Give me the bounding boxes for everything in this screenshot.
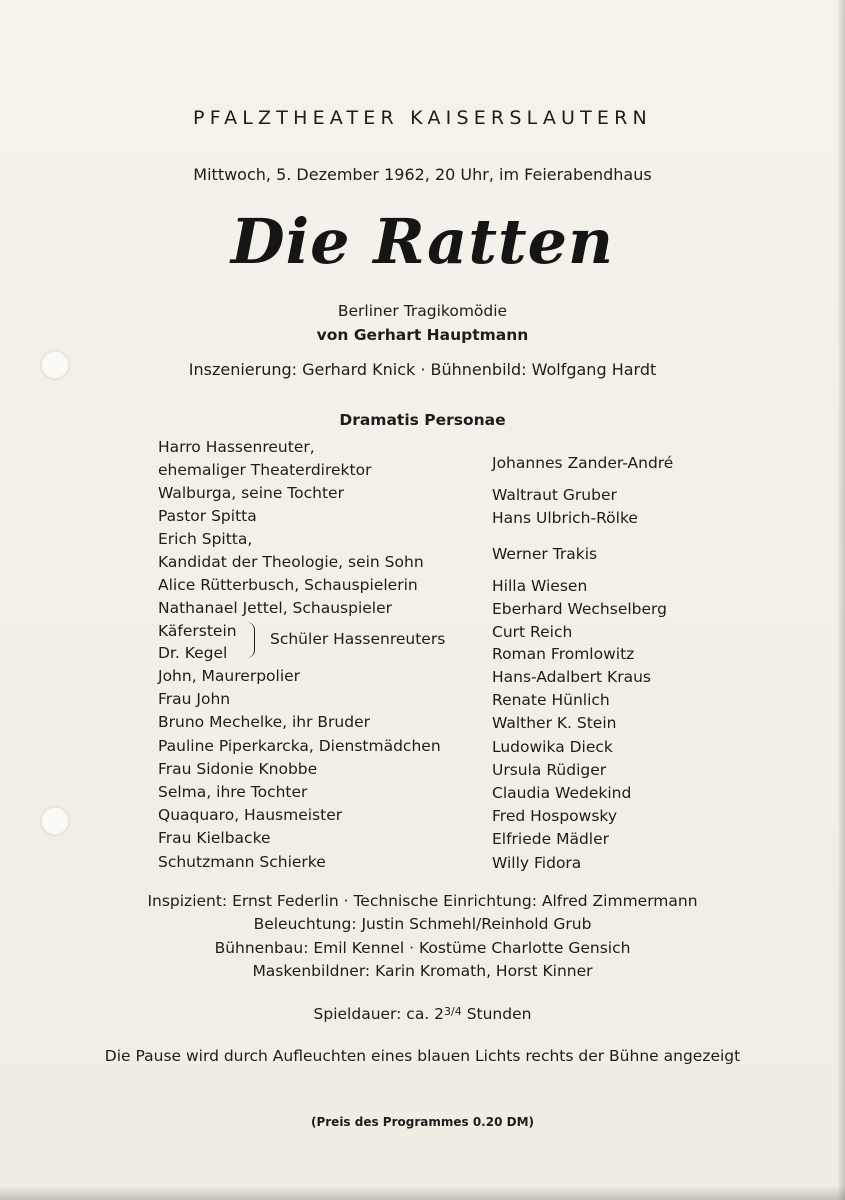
- runtime-unit: Stunden: [466, 1005, 532, 1023]
- role-name: Pauline Piperkarcka, Dienstmädchen: [158, 737, 441, 755]
- program-price: (Preis des Programmes 0.20 DM): [310, 1115, 535, 1129]
- actor-name: Ursula Rüdiger: [492, 761, 607, 779]
- play-title: Die Ratten: [230, 205, 615, 278]
- paper-edge-bottom: [0, 1186, 845, 1200]
- credit-line: Inspizient: Ernst Federlin · Technische Einrichtung: Alfred Zimmermann: [147, 892, 698, 910]
- role-name: ehemaliger Theaterdirektor: [158, 461, 372, 479]
- role-name: Frau John: [158, 690, 231, 708]
- role-name: Alice Rütterbusch, Schauspielerin: [158, 576, 418, 594]
- runtime-fraction: 3/4: [444, 1005, 462, 1018]
- role-name: Kandidat der Theologie, sein Sohn: [158, 553, 424, 571]
- actor-name: Fred Hospowsky: [492, 807, 618, 825]
- punch-hole-bottom: [40, 806, 70, 836]
- actor-name: Walther K. Stein: [492, 714, 617, 732]
- credit-line: Beleuchtung: Justin Schmehl/Reinhold Grub: [253, 915, 592, 933]
- actor-name: Hans Ulbrich-Rölke: [492, 509, 638, 527]
- role-name: Pastor Spitta: [158, 507, 257, 525]
- runtime-label: Spieldauer: ca. 2: [313, 1005, 445, 1023]
- actor-name: Hilla Wiesen: [492, 577, 588, 595]
- actor-name: Renate Hünlich: [492, 691, 610, 709]
- actor-name: Curt Reich: [492, 623, 573, 641]
- role-name: Walburga, seine Tochter: [158, 484, 344, 502]
- credit-line: Bühnenbau: Emil Kennel · Kostüme Charlotte Gensich: [214, 939, 631, 957]
- role-name: Quaquaro, Hausmeister: [158, 806, 343, 824]
- role-name: Bruno Mechelke, ihr Bruder: [158, 713, 370, 731]
- actor-name: Roman Fromlowitz: [492, 645, 635, 663]
- actor-name: Elfriede Mädler: [492, 830, 609, 848]
- play-author: von Gerhart Hauptmann: [316, 326, 529, 344]
- role-name: Frau Sidonie Knobbe: [158, 760, 318, 778]
- theatre-name: PFALZTHEATER KAISERSLAUTERN: [193, 107, 652, 129]
- pupils-note: Schüler Hassenreuters: [270, 630, 446, 648]
- actor-name: Ludowika Dieck: [492, 738, 613, 756]
- actor-name: Waltraut Gruber: [492, 486, 617, 504]
- credit-line: Maskenbildner: Karin Kromath, Horst Kinner: [252, 962, 593, 980]
- role-name: Dr. Kegel: [158, 644, 228, 662]
- role-name: Harro Hassenreuter,: [158, 438, 315, 456]
- role-name: John, Maurerpolier: [158, 667, 301, 685]
- actor-name: Claudia Wedekind: [492, 784, 632, 802]
- actor-name: Hans-Adalbert Kraus: [492, 668, 651, 686]
- staging-credits: Inszenierung: Gerhard Knick · Bühnenbild: Wolfgang Hardt: [188, 360, 657, 379]
- actor-name: Willy Fidora: [492, 854, 582, 872]
- performance-date: Mittwoch, 5. Dezember 1962, 20 Uhr, im Feierabendhaus: [193, 165, 652, 184]
- actor-name: Eberhard Wechselberg: [492, 600, 667, 618]
- dramatis-personae-heading: Dramatis Personae: [339, 411, 506, 429]
- role-name: Nathanael Jettel, Schauspieler: [158, 599, 393, 617]
- brace-mark: [247, 622, 255, 658]
- runtime: [0, 1005, 845, 1023]
- role-name: Frau Kielbacke: [158, 829, 271, 847]
- role-name: Schutzmann Schierke: [158, 853, 326, 871]
- pause-note: Die Pause wird durch Aufleuchten eines blauen Lichts rechts der Bühne angezeigt: [104, 1047, 741, 1065]
- actor-name: Johannes Zander-André: [492, 454, 674, 472]
- play-subtitle: Berliner Tragikomödie: [337, 302, 508, 320]
- role-name: Käferstein: [158, 622, 237, 640]
- role-name: Selma, ihre Tochter: [158, 783, 308, 801]
- actor-name: Werner Trakis: [492, 545, 598, 563]
- role-name: Erich Spitta,: [158, 530, 253, 548]
